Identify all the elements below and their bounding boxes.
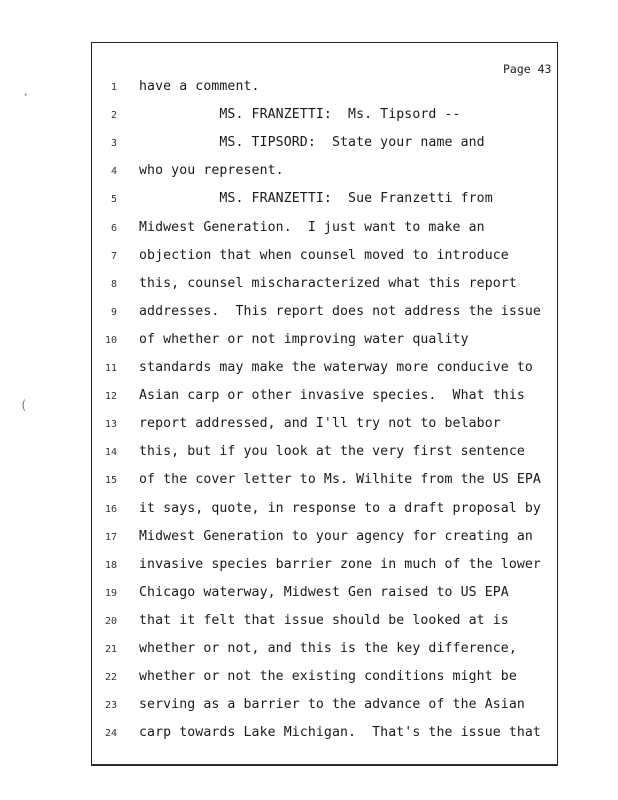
transcript-line — [0, 275, 618, 295]
line-text: this, but if you look at the very first sentence — [139, 444, 525, 460]
line-text: it says, quote, in response to a draft proposal by — [139, 500, 541, 516]
line-number: 1 — [110, 82, 117, 93]
line-number: 10 — [104, 334, 117, 346]
transcript-line — [0, 471, 618, 491]
line-number: 9 — [110, 306, 117, 318]
margin-mark: · — [22, 88, 30, 102]
transcript-line — [0, 331, 618, 351]
transcript-line — [0, 668, 618, 688]
line-text: Midwest Generation to your agency for creating an — [139, 528, 533, 544]
line-text: Asian carp or other invasive species. What this — [139, 388, 525, 404]
line-text: carp towards Lake Michigan. That's the issue that — [139, 725, 541, 741]
transcript-line — [0, 556, 618, 576]
transcript-line — [0, 584, 618, 604]
line-text: who you represent. — [139, 163, 284, 179]
line-number: 7 — [110, 250, 117, 262]
line-number: 21 — [104, 644, 117, 655]
transcript-line — [0, 696, 618, 716]
line-text: MS. TIPSORD: State your name and — [139, 135, 485, 151]
line-number: 20 — [104, 615, 117, 627]
line-number: 22 — [104, 672, 117, 684]
transcript-line — [0, 500, 618, 520]
line-number: 8 — [110, 278, 117, 290]
line-number: 2 — [110, 110, 117, 122]
transcript-line — [0, 443, 618, 463]
page-number: Page 43 — [503, 62, 552, 76]
line-text: whether or not the existing conditions might be — [139, 669, 517, 685]
line-number: 12 — [104, 391, 117, 403]
line-text: of the cover letter to Ms. Wilhite from the US EPA — [139, 472, 541, 488]
transcript-line — [0, 219, 618, 239]
transcript-line — [0, 78, 618, 98]
line-number: 13 — [104, 419, 117, 431]
margin-mark: ( — [20, 398, 28, 412]
transcript-line — [0, 303, 618, 323]
line-number: 18 — [104, 559, 117, 571]
transcript-line — [0, 106, 618, 126]
line-text: standards may make the waterway more conducive to — [139, 360, 533, 375]
line-number: 23 — [104, 700, 117, 712]
transcript-line — [0, 415, 618, 435]
line-text: MS. FRANZETTI: Ms. Tipsord -- — [139, 107, 461, 123]
line-text: MS. FRANZETTI: Sue Franzetti from — [139, 191, 493, 207]
line-number: 14 — [104, 447, 117, 459]
line-text: addresses. This report does not address the issue — [139, 303, 541, 319]
transcript-line — [0, 640, 618, 660]
transcript-line — [0, 359, 618, 379]
line-number: 5 — [110, 194, 117, 206]
line-number: 3 — [110, 138, 117, 150]
line-text: of whether or not improving water quality — [139, 331, 469, 347]
bottom-rule — [91, 764, 558, 765]
line-text: report addressed, and I'll try not to belabor — [139, 416, 501, 432]
line-text: serving as a barrier to the advance of the Asian — [139, 697, 525, 713]
line-number: 11 — [104, 363, 117, 374]
transcript-line — [0, 162, 618, 182]
transcript-line — [0, 612, 618, 632]
line-text: this, counsel mischaracterized what this report — [139, 275, 517, 291]
line-number: 19 — [104, 587, 117, 599]
transcript-line — [0, 134, 618, 154]
line-number: 16 — [104, 503, 117, 515]
transcript-line — [0, 724, 618, 744]
transcript-line — [0, 387, 618, 407]
line-number: 17 — [104, 531, 117, 543]
line-text: invasive species barrier zone in much of the lower — [139, 556, 541, 572]
line-text: have a comment. — [139, 79, 260, 94]
transcript-line — [0, 247, 618, 267]
line-text: Midwest Generation. I just want to make an — [139, 219, 485, 235]
line-text: that it felt that issue should be looked at is — [139, 612, 509, 628]
line-number: 24 — [104, 728, 117, 740]
line-text: Chicago waterway, Midwest Gen raised to US EPA — [139, 584, 509, 600]
line-text: whether or not, and this is the key difference, — [139, 641, 517, 656]
transcript-line — [0, 190, 618, 210]
transcript-line — [0, 528, 618, 548]
line-number: 15 — [104, 475, 117, 487]
line-number: 6 — [110, 222, 117, 234]
line-text: objection that when counsel moved to introduce — [139, 247, 509, 263]
line-number: 4 — [110, 166, 117, 178]
